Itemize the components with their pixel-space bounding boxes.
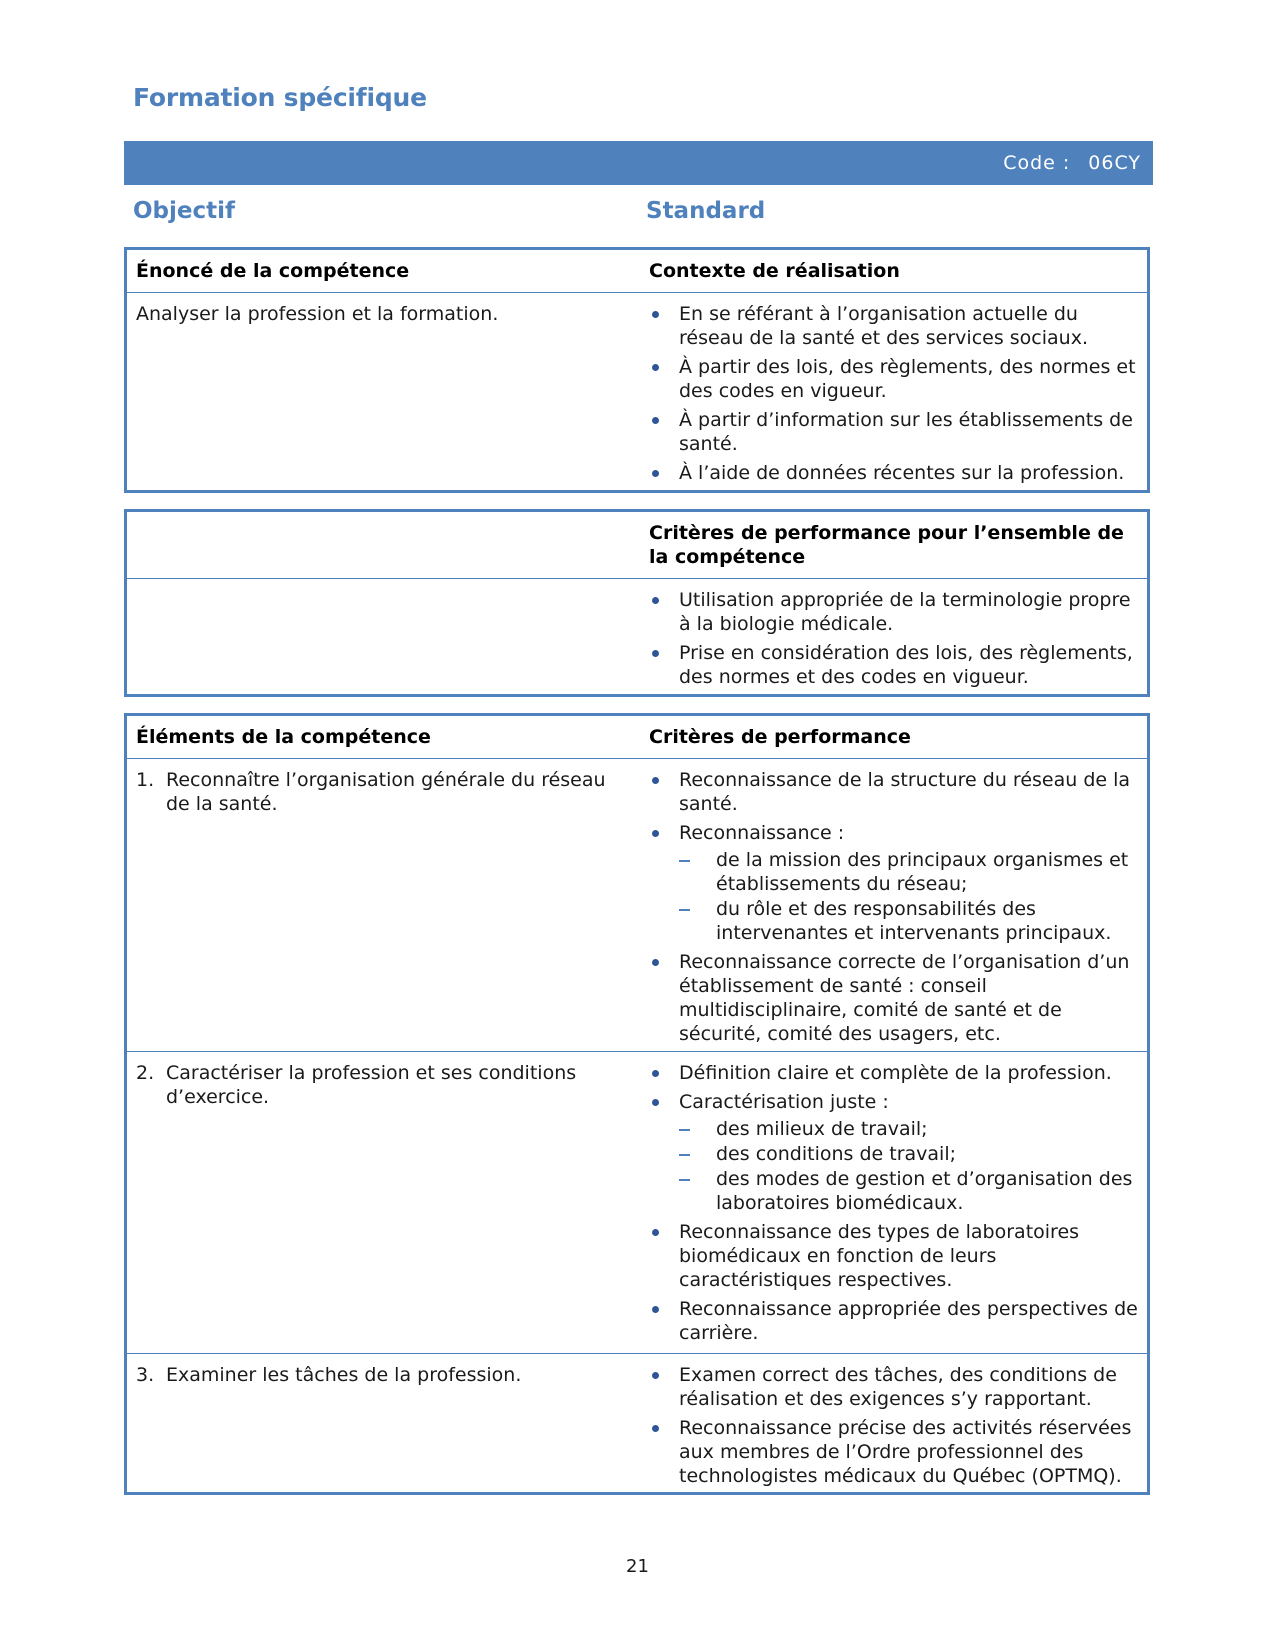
list-item: Caractérisation juste : des milieux de travail; des conditions de travail; des modes de gestion et d’organisation des laboratoires biomédicaux. — [649, 1090, 1139, 1215]
empty-cell — [127, 579, 639, 699]
list-item: Définition claire et complète de la profession. — [649, 1061, 1139, 1085]
sub-list-item: des conditions de travail; — [679, 1142, 1139, 1166]
code-bar — [124, 141, 1153, 185]
table-header-row — [127, 250, 1147, 292]
list-item: À partir d’information sur les établissements de santé. — [649, 408, 1139, 456]
element-number: 3. — [136, 1364, 155, 1386]
overall-criteria-list — [649, 588, 1139, 689]
list-item: Reconnaissance correcte de l’organisation d’un établissement de santé : conseil multidisciplinaire, comité de santé et de sécurité, comité des usagers, etc. — [649, 950, 1139, 1046]
standard-heading: Standard — [646, 198, 766, 224]
list-item: Utilisation appropriée de la terminologie propre à la biologie médicale. — [649, 588, 1139, 636]
criteria-list — [649, 1061, 1139, 1345]
element-number: 1. — [136, 769, 155, 791]
list-item: Examen correct des tâches, des conditions de réalisation et des exigences s’y rapportant. — [649, 1363, 1139, 1411]
overall-criteria-table — [124, 509, 1150, 697]
table-header-row — [127, 716, 1147, 758]
context-header: Contexte de réalisation — [649, 260, 900, 282]
element-number: 2. — [136, 1062, 155, 1084]
competence-statement-table — [124, 247, 1150, 493]
element-item — [136, 768, 629, 816]
element-item — [136, 1363, 629, 1387]
table-row — [127, 1353, 1147, 1498]
elements-header: Éléments de la compétence — [136, 726, 431, 748]
table-row — [127, 1051, 1147, 1353]
table-row — [127, 578, 1147, 699]
list-item: Reconnaissance : de la mission des principaux organismes et établissements du réseau; du rôle et des responsabilités des intervenantes et intervenants principaux. — [649, 821, 1139, 945]
page-number: 21 — [626, 1556, 649, 1577]
overall-criteria-header: Critères de performance pour l’ensemble de la compétence — [649, 522, 1124, 568]
context-list — [649, 302, 1139, 485]
sub-list — [679, 1117, 1139, 1215]
sub-list-item: des milieux de travail; — [679, 1117, 1139, 1141]
empty-header-cell — [127, 512, 639, 578]
elements-table — [124, 713, 1150, 1495]
list-item: Prise en considération des lois, des règlements, des normes et des codes en vigueur. — [649, 641, 1139, 689]
table-row — [127, 292, 1147, 495]
list-item: En se référant à l’organisation actuelle du réseau de la santé et des services sociaux. — [649, 302, 1139, 350]
objectif-heading: Objectif — [133, 198, 236, 224]
list-item: Reconnaissance précise des activités réservées aux membres de l’Ordre professionnel des technologistes médicaux du Québec (OPTMQ). — [649, 1416, 1139, 1488]
code-label: Code : — [1003, 152, 1071, 174]
sub-list — [679, 848, 1139, 945]
list-item: À partir des lois, des règlements, des normes et des codes en vigueur. — [649, 355, 1139, 403]
element-text: Caractériser la profession et ses conditions d’exercice. — [166, 1062, 577, 1108]
sub-list-item: des modes de gestion et d’organisation des laboratoires biomédicaux. — [679, 1167, 1139, 1215]
table-row — [127, 758, 1147, 1051]
performance-criteria-header: Critères de performance — [649, 726, 911, 748]
sub-list-item: du rôle et des responsabilités des intervenantes et intervenants principaux. — [679, 897, 1139, 945]
list-item: À l’aide de données récentes sur la profession. — [649, 461, 1139, 485]
criteria-list — [649, 768, 1139, 1046]
criteria-list — [649, 1363, 1139, 1488]
sub-list-item: de la mission des principaux organismes et établissements du réseau; — [679, 848, 1139, 896]
element-text: Reconnaître l’organisation générale du réseau de la santé. — [166, 769, 606, 815]
element-item — [136, 1061, 629, 1109]
page-title: Formation spécifique — [133, 83, 427, 112]
code-value: 06CY — [1088, 152, 1141, 174]
list-item: Reconnaissance des types de laboratoires biomédicaux en fonction de leurs caractéristiques respectives. — [649, 1220, 1139, 1292]
element-text: Examiner les tâches de la profession. — [166, 1364, 522, 1386]
table-header-row — [127, 512, 1147, 578]
list-item: Reconnaissance de la structure du réseau de la santé. — [649, 768, 1139, 816]
statement-header: Énoncé de la compétence — [136, 260, 410, 282]
competence-statement: Analyser la profession et la formation. — [136, 303, 499, 325]
list-item: Reconnaissance appropriée des perspectives de carrière. — [649, 1297, 1139, 1345]
